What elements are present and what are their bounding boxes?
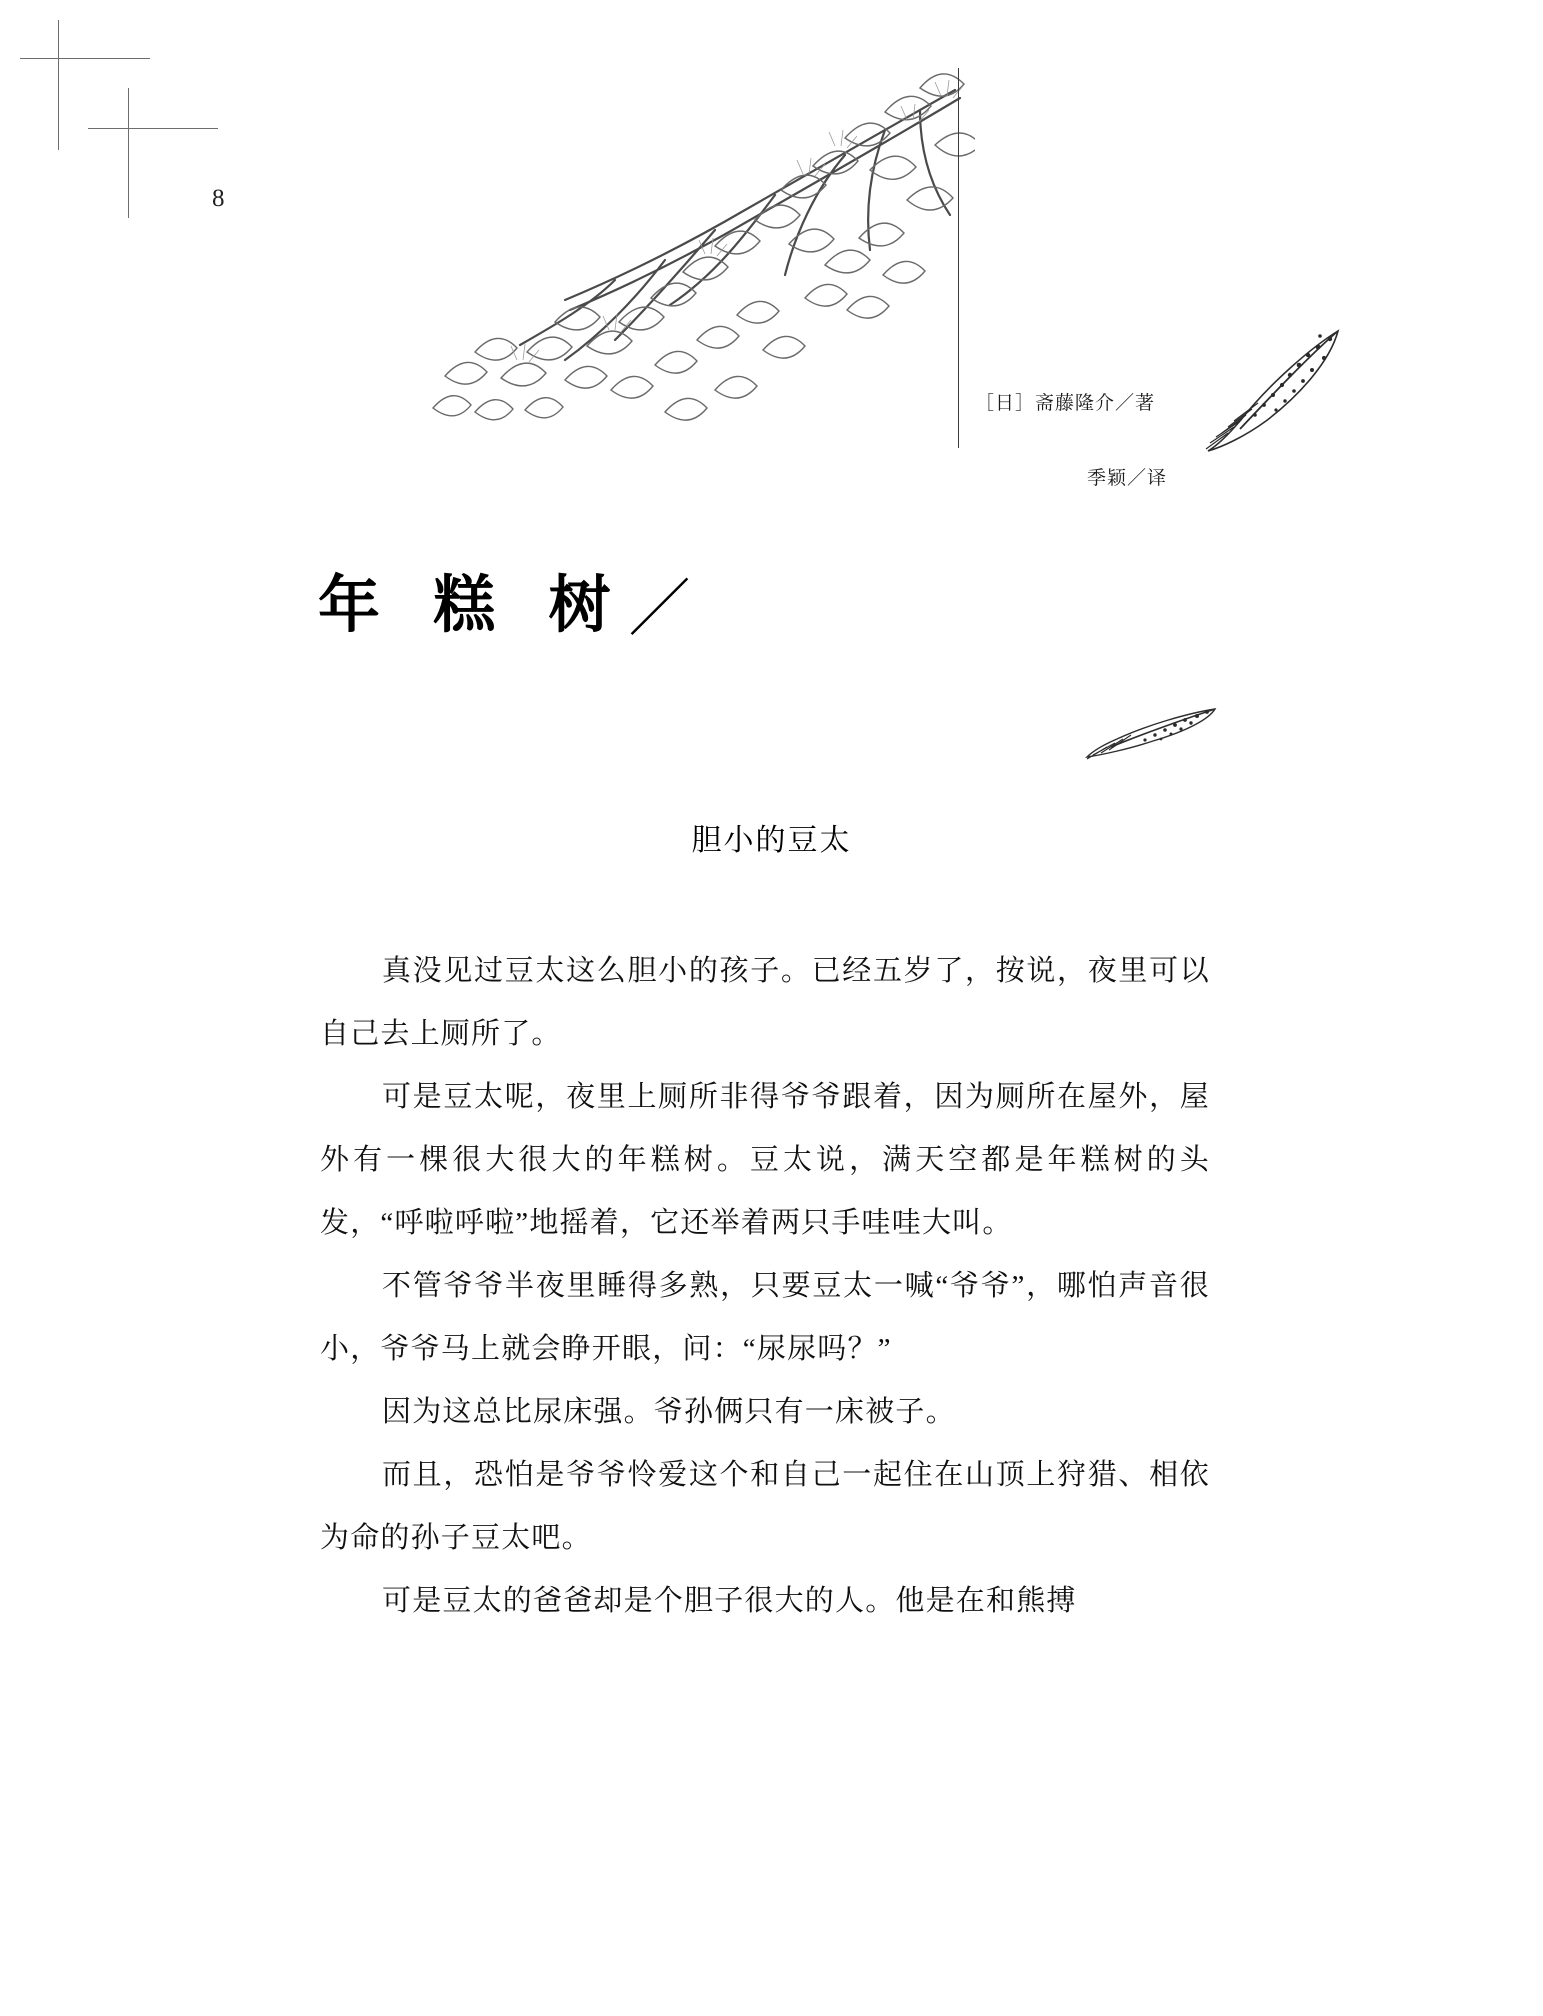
- feather-ornament-icon-top: [1200, 325, 1345, 455]
- section-heading: 胆小的豆太: [691, 824, 852, 857]
- header-divider-rule: [958, 68, 959, 448]
- feather-ornament-icon-middle: [1085, 705, 1220, 775]
- page-number: 8: [212, 185, 225, 212]
- page-title-text: 年 糕 树: [318, 571, 629, 640]
- page-title-slash: ／: [628, 575, 709, 644]
- paragraph: 因为这总比尿床强。爷孙俩只有一床被子。: [382, 1396, 956, 1428]
- translator-credit: 季颖／译: [1087, 468, 1168, 489]
- paragraph: 真没见过豆太这么胆小的孩子。已经五岁了，按说，夜里可以自己去上厕所了。: [320, 955, 1210, 1050]
- paragraph: 可是豆太的爸爸却是个胆子很大的人。他是在和熊搏: [382, 1585, 1077, 1617]
- author-credit: ［日］斋藤隆介／著: [975, 393, 1156, 414]
- credits-block: [975, 388, 1215, 538]
- page-title: [318, 555, 708, 644]
- body-text: [320, 940, 1210, 1633]
- ginkgo-branch-illustration: [415, 60, 975, 460]
- paragraph: 可是豆太呢，夜里上厕所非得爷爷跟着，因为厕所在屋外，屋外有一棵很大很大的年糕树。豆太说，满天空都是年糕树的头发，“呼啦呼啦”地摇着，它还举着两只手哇哇大叫。: [320, 1081, 1210, 1239]
- paragraph: 不管爷爷半夜里睡得多熟，只要豆太一喊“爷爷”，哪怕声音很小，爷爷马上就会睁开眼，问：“尿尿吗？”: [320, 1270, 1210, 1365]
- paragraph: 而且，恐怕是爷爷怜爱这个和自己一起住在山顶上狩猎、相依为命的孙子豆太吧。: [320, 1459, 1210, 1554]
